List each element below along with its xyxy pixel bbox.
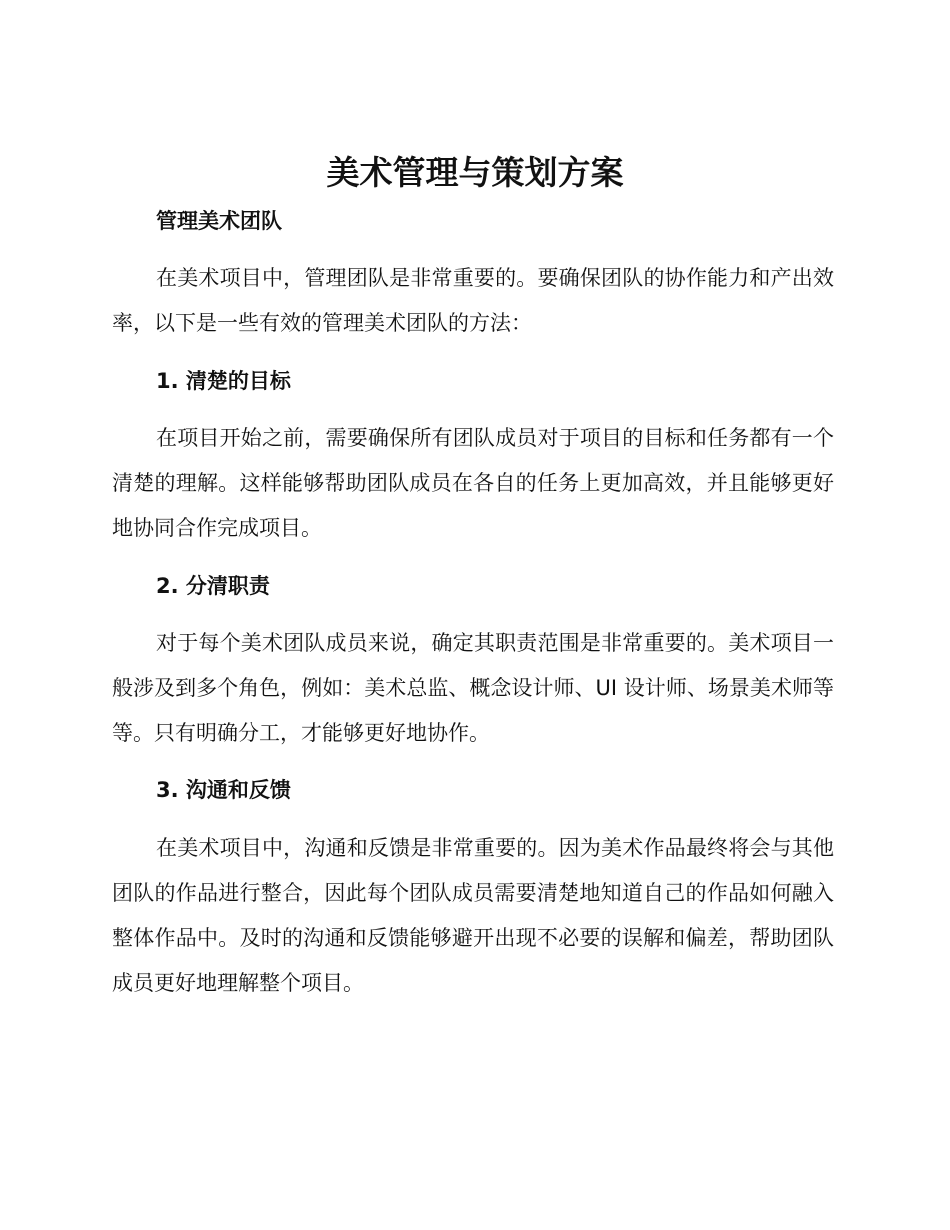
item-heading-responsibilities: 2. 分清职责 — [156, 574, 270, 598]
intro-paragraph: 在美术项目中，管理团队是非常重要的。要确保团队的协作能力和产出效率，以下是一些有效的管理美术团队的方法： — [112, 266, 834, 335]
item-heading-goals: 1. 清楚的目标 — [156, 369, 291, 393]
section-heading: 管理美术团队 — [156, 209, 282, 233]
item-body-goals: 在项目开始之前，需要确保所有团队成员对于项目的目标和任务都有一个清楚的理解。这样能够帮助团队成员在各自的任务上更加高效，并且能够更好地协同合作完成项目。 — [112, 426, 834, 540]
item-body-communication: 在美术项目中，沟通和反馈是非常重要的。因为美术作品最终将会与其他团队的作品进行整合，因此每个团队成员需要清楚地知道自己的作品如何融入整体作品中。及时的沟通和反馈能够避开出现不必要的误解和偏差，帮助团队成员更好地理解整个项目。 — [112, 836, 834, 995]
item-body-responsibilities: 对于每个美术团队成员来说，确定其职责范围是非常重要的。美术项目一般涉及到多个角色，例如：美术总监、概念设计师、UI 设计师、场景美术师等等。只有明确分工，才能够更好地协作。 — [112, 631, 834, 745]
item-heading-communication: 3. 沟通和反馈 — [156, 778, 291, 802]
document-title: 美术管理与策划方案 — [326, 153, 624, 192]
